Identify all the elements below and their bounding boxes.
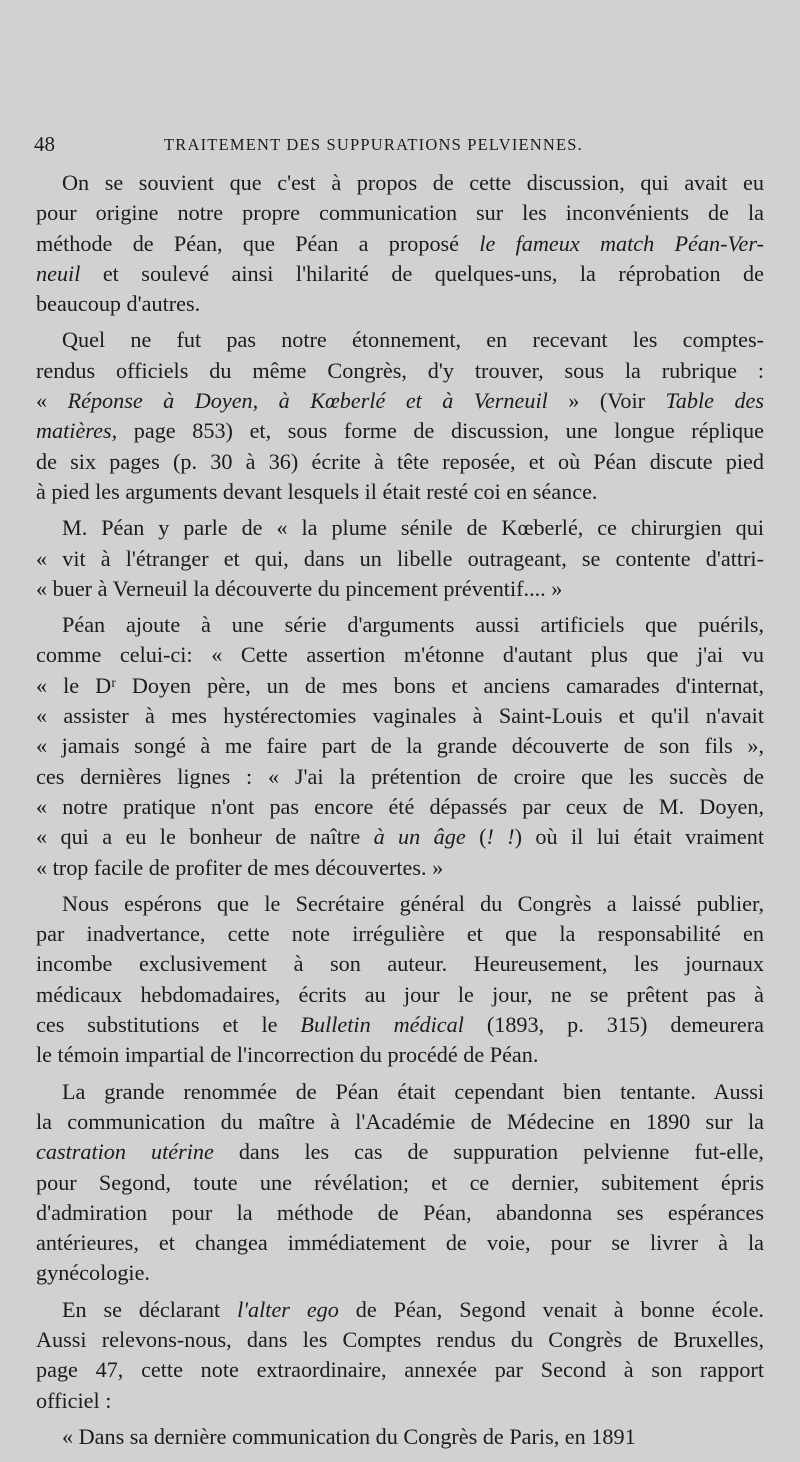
- paragraph: [36, 1295, 764, 1416]
- text-run: « jamais songé à me faire part de la grande découverte de son fils »,: [36, 733, 764, 759]
- text-run: incombe exclusivement à son auteur. Heureusement, les journaux: [36, 951, 764, 977]
- text-run: médicaux hebdomadaires, écrits au jour le jour, ne se prêtent pas à: [36, 981, 764, 1007]
- text-run: ces dernières lignes : « J'ai la prétention de croire que les succès de: [36, 763, 764, 789]
- italic-text-run: Réponse à Doyen, à Kœberlé et à Verneuil: [67, 388, 548, 414]
- text-line: [36, 853, 764, 883]
- text-line: [36, 198, 764, 228]
- text-line: [36, 1258, 764, 1288]
- italic-text-run: à un âge: [373, 824, 466, 850]
- text-run: « assister à mes hystérectomies vaginales à Saint-Louis et qu'il n'avait: [36, 703, 764, 729]
- text-line: [36, 1295, 764, 1325]
- paragraph: [36, 889, 764, 1071]
- text-run: La grande renommée de Péan était cependant bien tentante. Aussi: [62, 1078, 764, 1104]
- text-line: [36, 889, 764, 919]
- text-run: et soulevé ainsi l'hilarité de quelques-uns, la réprobation de: [80, 260, 764, 286]
- italic-text-run: neuil: [36, 260, 81, 286]
- text-line: [36, 574, 764, 604]
- paragraph: [36, 325, 764, 507]
- italic-text-run: ! !: [486, 824, 515, 850]
- italic-text-run: l'alter ego: [237, 1296, 339, 1322]
- text-run: « trop facile de profiter de mes découvertes. »: [36, 854, 444, 880]
- text-line: [36, 949, 764, 979]
- text-line: [36, 544, 764, 574]
- text-run: la communication du maître à l'Académie de Médecine en 1890 sur la: [36, 1108, 764, 1134]
- text-line: [36, 513, 764, 543]
- text-run: Quel ne fut pas notre étonnement, en recevant les comptes-: [62, 327, 764, 353]
- text-line: [36, 1355, 764, 1385]
- text-line: [36, 731, 764, 761]
- text-run: M. Péan y parle de « la plume sénile de Kœberlé, ce chirurgien qui: [62, 515, 764, 541]
- text-line: [36, 356, 764, 386]
- page-number: 48: [34, 132, 55, 156]
- text-run: Nous espérons que le Secrétaire général du Congrès a laissé publier,: [62, 890, 764, 916]
- text-run: « notre pratique n'ont pas encore été dépassés par ceux de M. Doyen,: [36, 793, 764, 819]
- text-run: En se déclarant: [62, 1296, 238, 1322]
- text-run: page 47, cette note extraordinaire, annexée par Second à son rapport: [36, 1357, 764, 1383]
- text-line: [36, 1386, 764, 1416]
- text-line: [36, 1228, 764, 1258]
- text-run: ces substitutions et le: [36, 1012, 301, 1038]
- text-line: [36, 1107, 764, 1137]
- text-line: [36, 919, 764, 949]
- text-run: Péan ajoute à une série d'arguments aussi artificiels que puérils,: [62, 612, 764, 638]
- text-run: méthode de Péan, que Péan a proposé: [36, 230, 480, 256]
- text-run: comme celui-ci: « Cette assertion m'étonne d'autant plus que j'ai vu: [36, 642, 764, 668]
- text-line: [36, 259, 764, 289]
- text-run: à pied les arguments devant lesquels il était resté coi en séance.: [36, 478, 598, 504]
- text-run: Aussi relevons-nous, dans les Comptes rendus du Congrès de Bruxelles,: [36, 1326, 764, 1352]
- text-line: [36, 386, 764, 416]
- text-run: « Dans sa dernière communication du Congrès de Paris, en 1891: [62, 1423, 636, 1449]
- text-line: [36, 447, 764, 477]
- text-line: [36, 822, 764, 852]
- text-run: , page 853) et, sous forme de discussion, une longue réplique: [111, 418, 764, 444]
- text-line: [36, 416, 764, 446]
- body-text: [36, 168, 764, 1452]
- text-line: [36, 229, 764, 259]
- text-run: rendus officiels du même Congrès, d'y trouver, sous la rubrique :: [36, 357, 764, 383]
- text-line: [36, 1198, 764, 1228]
- paragraph: [36, 513, 764, 604]
- running-title: TRAITEMENT DES SUPPURATIONS PELVIENNES.: [164, 135, 584, 154]
- text-line: [36, 640, 764, 670]
- text-run: antérieures, et changea immédiatement de voie, pour se livrer à la: [36, 1230, 764, 1256]
- text-run: de six pages (p. 30 à 36) écrite à tête reposée, et où Péan discute pied: [36, 448, 764, 474]
- text-line: [36, 610, 764, 640]
- text-line: [36, 671, 764, 701]
- text-line: [36, 1040, 764, 1070]
- text-run: par inadvertance, cette note irrégulière et que la responsabilité en: [36, 921, 764, 947]
- text-line: [36, 701, 764, 731]
- paragraph: [36, 168, 764, 319]
- text-run: (1893, p. 315) demeurera: [463, 1012, 764, 1038]
- text-run: beaucoup d'autres.: [36, 291, 201, 317]
- text-run: ) où il lui était vraiment: [514, 824, 764, 850]
- text-run: » (Voir: [547, 388, 666, 414]
- text-run: « buer à Verneuil la découverte du pincement préventif.... »: [36, 575, 563, 601]
- text-line: [36, 168, 764, 198]
- text-line: [36, 792, 764, 822]
- text-run: « vit à l'étranger et qui, dans un libelle outrageant, se contente d'attri-: [36, 545, 764, 571]
- text-line: [36, 980, 764, 1010]
- italic-text-run: castration utérine: [36, 1139, 214, 1165]
- text-run: (: [465, 824, 487, 850]
- text-run: le témoin impartial de l'incorrection du procédé de Péan.: [36, 1042, 539, 1068]
- text-line: [36, 1137, 764, 1167]
- text-line: [36, 1422, 764, 1452]
- text-run: dans les cas de suppuration pelvienne fut-elle,: [213, 1139, 764, 1165]
- page-header: [34, 132, 770, 162]
- paragraph: [36, 1077, 764, 1289]
- text-line: [36, 1168, 764, 1198]
- text-line: [36, 289, 764, 319]
- text-line: [36, 1010, 764, 1040]
- text-line: [36, 1077, 764, 1107]
- text-run: d'admiration pour la méthode de Péan, abandonna ses espérances: [36, 1199, 764, 1225]
- paragraph: [36, 1422, 764, 1452]
- text-line: [36, 762, 764, 792]
- text-run: « le Dʳ Doyen père, un de mes bons et anciens camarades d'internat,: [36, 672, 764, 698]
- text-run: pour Segond, toute une révélation; et ce dernier, subitement épris: [36, 1169, 764, 1195]
- text-line: [36, 1325, 764, 1355]
- italic-text-run: le fameux match Péan-Ver-: [479, 230, 764, 256]
- text-run: «: [36, 388, 68, 414]
- paragraph: [36, 610, 764, 883]
- text-run: On se souvient que c'est à propos de cette discussion, qui avait eu: [62, 170, 764, 195]
- text-run: pour origine notre propre communication sur les inconvénients de la: [36, 200, 764, 226]
- text-run: de Péan, Segond venait à bonne école.: [338, 1296, 764, 1322]
- italic-text-run: Table des: [665, 388, 765, 414]
- text-run: « qui a eu le bonheur de naître: [36, 824, 374, 850]
- text-line: [36, 325, 764, 355]
- text-run: gynécologie.: [36, 1260, 150, 1286]
- italic-text-run: matières: [36, 418, 112, 444]
- text-line: [36, 477, 764, 507]
- italic-text-run: Bulletin médical: [300, 1012, 464, 1038]
- text-run: officiel :: [36, 1387, 112, 1413]
